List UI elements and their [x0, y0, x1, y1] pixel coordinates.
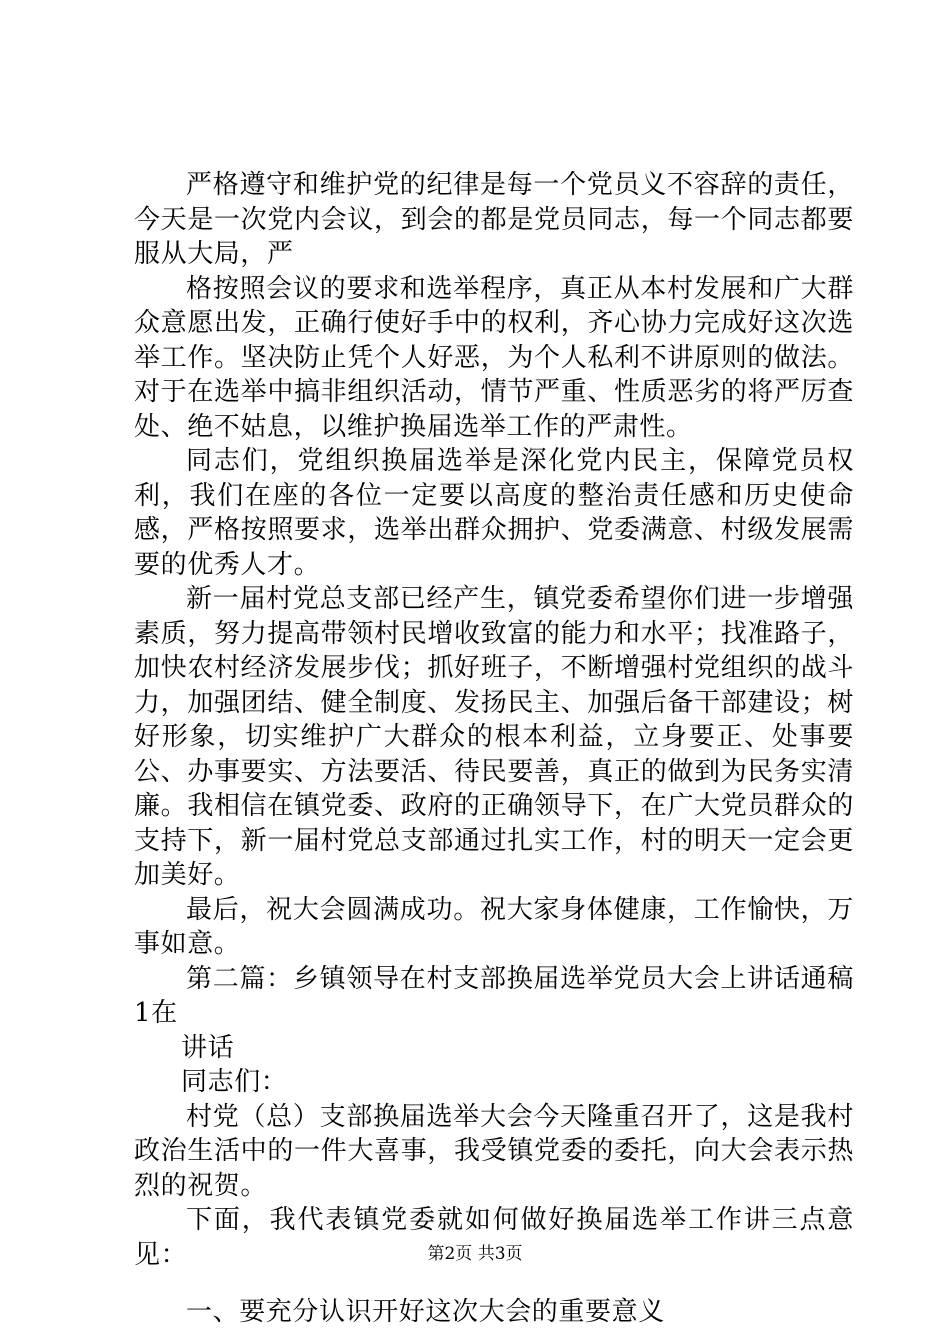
paragraph-party-discipline: 严格遵守和维护党的纪律是每一个党员义不容辞的责任，今天是一次党内会议，到会的都是党员同志，每一个同志都要服从大局，严: [134, 170, 854, 269]
paragraph-new-branch: 新一届村党总支部已经产生，镇党委希望你们进一步增强素质，努力提高带领村民增收致富的能力和水平；找准路子，加快农村经济发展步伐；抓好班子，不断增强村党组织的战斗力，加强团结、健全制度、发扬民主、加强后备干部建设；树好形象，切实维护广大群众的根本利益，立身要正、处事要公、办事要实、方法要活、待民要善，真正的做到为民务实清廉。我相信在镇党委、政府的正确领导下，在广大党员群众的支持下，新一届村党总支部通过扎实工作，村的明天一定会更加美好。: [134, 584, 854, 890]
paragraph-comrades: 同志们，党组织换届选举是深化党内民主，保障党员权利，我们在座的各位一定要以高度的整治责任感和历史使命感，严格按照要求，选举出群众拥护、党委满意、村级发展需要的优秀人才。: [134, 446, 854, 580]
paragraph-closing-wishes: 最后，祝大会圆满成功。祝大家身体健康，工作愉快，万事如意。: [134, 894, 854, 959]
point-one-heading: 一、要充分认识开好这次大会的重要意义: [186, 1297, 665, 1327]
page-footer: 第2页 共3页: [427, 1244, 523, 1264]
paragraph-three-points: 下面，我代表镇党委就如何做好换届选举工作讲三点意见：: [134, 1205, 854, 1270]
paragraph-election-procedure: 格按照会议的要求和选举程序，真正从本村发展和广大群众意愿出发，正确行使好手中的权利，齐心协力完成好这次选举工作。坚决防止凭个人好恶，为个人私利不讲原则的做法。对于在选举中搞非组织活动，情节严重、性质恶劣的将严厉查处、绝不姑息，以维护换届选举工作的严肃性。: [134, 273, 854, 442]
salutation: 同志们：: [181, 1067, 288, 1097]
document-body: [134, 168, 854, 1330]
paragraph-opening-meeting: 村党（总）支部换届选举大会今天隆重召开了，这是我村政治生活中的一件大喜事，我受镇党委的委托，向大会表示热烈的祝贺。: [134, 1101, 854, 1201]
speech-label: 讲话: [181, 1032, 235, 1063]
section-heading-part-two: 第二篇：乡镇领导在村支部换届选举党员大会上讲话通稿1在: [134, 963, 854, 1028]
